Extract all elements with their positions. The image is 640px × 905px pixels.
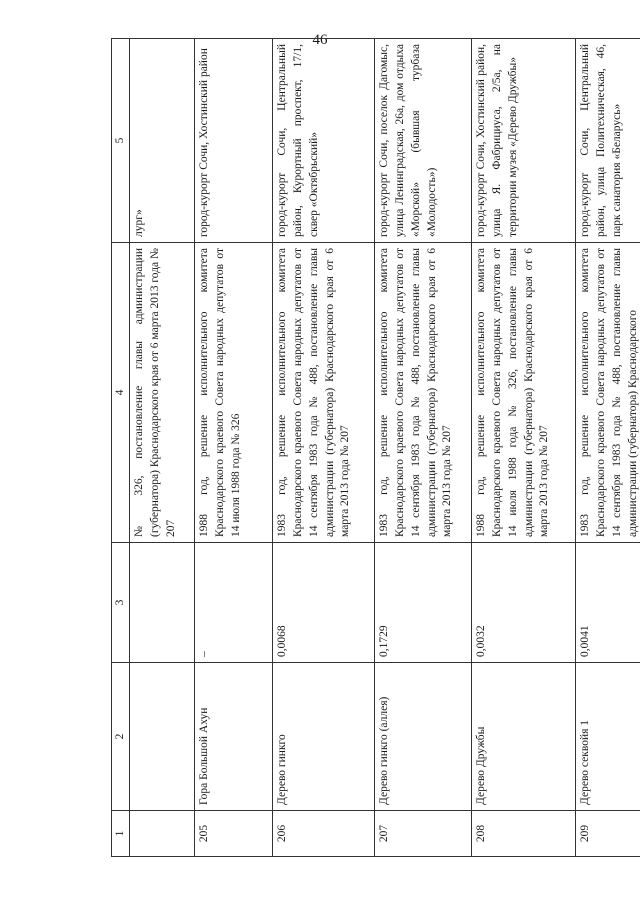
row-number: 207 [375, 811, 472, 857]
row-number: 206 [273, 811, 375, 857]
column-header: 5 [112, 39, 130, 243]
legal-document: 1988 год, решение исполнительного комитета Краснодарского краевого Совета народных депутатов от 14 июля 1988 года № 326 [195, 243, 273, 543]
location: город-курорт Сочи, Центральный район, улица Политехническая, 46, парк санатория «Беларусь» [576, 39, 640, 243]
row-number: 209 [576, 811, 640, 857]
table-row [472, 39, 576, 857]
object-name: Дерево секвойя 1 [576, 663, 640, 811]
object-name [130, 663, 195, 811]
rotated-table-container [111, 39, 639, 857]
page-number: 46 [312, 32, 328, 48]
row-number: 205 [195, 811, 273, 857]
legal-document: № 326, постановление главы администрации (губернатора) Краснодарского края от 6 марта 2013 года № 207 [130, 243, 195, 543]
object-name: Гора Большой Ахун [195, 663, 273, 811]
area-value: 0,1729 [375, 543, 472, 663]
location: город-курорт Сочи, Хостинский район, улица Я. Фабрициуса, 2/5а, на территории музея «Дерево Дружбы» [472, 39, 576, 243]
object-name: Дерево гинкго (аллея) [375, 663, 472, 811]
registry-table [111, 38, 640, 857]
legal-document: 1983 год, решение исполнительного комитета Краснодарского краевого Совета народных депутатов от 14 сентября 1983 года № 488, постановление главы администрации (губернатора) Краснодарского края от 6 марта 2013 года № 207 [375, 243, 472, 543]
column-header: 4 [112, 243, 130, 543]
area-value: 0,0068 [273, 543, 375, 663]
table-row-continuation [130, 39, 195, 857]
table-row [576, 39, 640, 857]
legal-document: 1983 год, решение исполнительного комитета Краснодарского краевого Совета народных депутатов от 14 сентября 1983 года № 488, постановление главы администрации (губернатора) Краснодарского края от 6 марта 2013 года № 207 [273, 243, 375, 543]
legal-document: 1983 год, решение исполнительного комитета Краснодарского краевого Совета народных депутатов от 14 сентября 1983 года № 488, постановление главы администрации (губернатора) Краснодарского [576, 243, 640, 543]
column-header: 1 [112, 811, 130, 857]
object-name: Дерево гинкго [273, 663, 375, 811]
row-number: 208 [472, 811, 576, 857]
object-name: Дерево Дружбы [472, 663, 576, 811]
legal-document: 1988 год, решение исполнительного комитета Краснодарского краевого Совета народных депутатов от 14 июля 1988 года № 326, постановление главы администрации (губернатора) Краснодарского края от 6 марта 2013 года № 207 [472, 243, 576, 543]
table-row [375, 39, 472, 857]
area-value [130, 543, 195, 663]
header-row [112, 39, 130, 857]
location: город-курорт Сочи, поселок Дагомыс, улица Ленинградская, 26а, дом отдыха «Морской» (бывшая турбаза «Молодость») [375, 39, 472, 243]
location: город-курорт Сочи, Центральный район, Курортный проспект, 17/1, сквер «Октябрьский» [273, 39, 375, 243]
area-value: 0,0041 [576, 543, 640, 663]
column-header: 3 [112, 543, 130, 663]
location: город-курорт Сочи, Хостинский район [195, 39, 273, 243]
table-row [273, 39, 375, 857]
table-row [195, 39, 273, 857]
row-number [130, 811, 195, 857]
area-value: – [195, 543, 273, 663]
area-value: 0,0032 [472, 543, 576, 663]
column-header: 2 [112, 663, 130, 811]
location: лург» [130, 39, 195, 243]
